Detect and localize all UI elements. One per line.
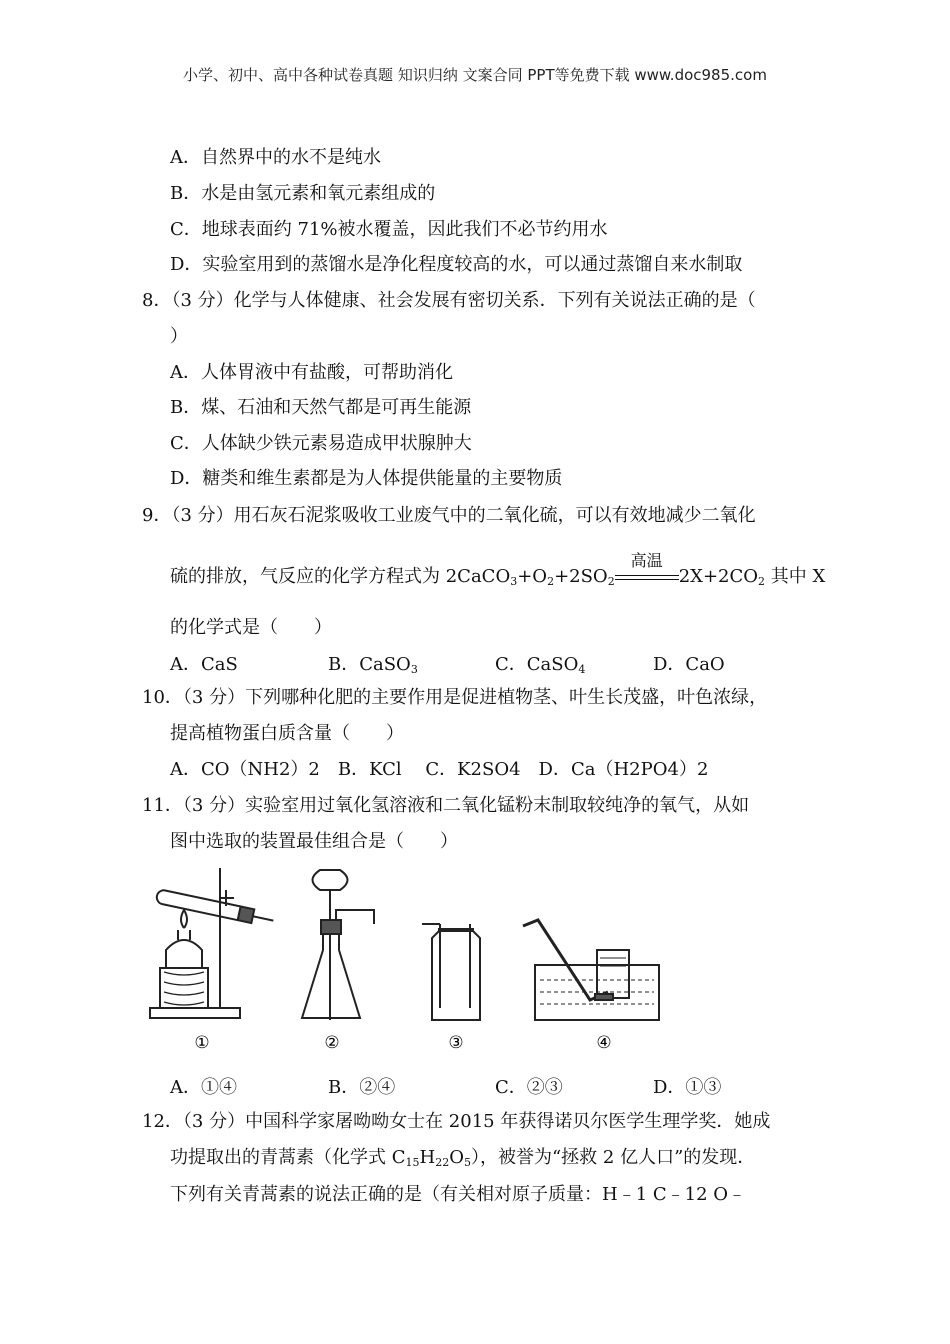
q9-stem-3: 的化学式是（ ）	[170, 617, 332, 638]
q9-equation-pre: 硫的排放，气反应的化学方程式为 2CaCO	[170, 566, 511, 587]
q11-option-a: A．①④	[170, 1077, 237, 1098]
q8-stem: 8．（3 分）化学与人体健康、社会发展有密切关系．下列有关说法正确的是（	[142, 290, 756, 311]
reaction-arrow	[615, 551, 679, 589]
label-2: ②	[324, 1033, 340, 1053]
q8-option-d: D．糖类和维生素都是为人体提供能量的主要物质	[170, 468, 563, 489]
q8-stem-cont: ）	[170, 326, 188, 347]
q7-option-d: D．实验室用到的蒸馏水是净化程度较高的水，可以通过蒸馏自来水制取	[170, 254, 743, 275]
q11-option-d: D．①③	[653, 1077, 722, 1098]
q9-equation-tail: 其中 X	[770, 566, 826, 587]
q8-option-c: C．人体缺少铁元素易造成甲状腺肿大	[170, 433, 472, 454]
q9-option-b: B．CaSO$_3$	[328, 654, 418, 676]
label-1: ①	[194, 1033, 210, 1053]
q9-option-a: A．CaS	[170, 654, 238, 675]
q7-option-b: B．水是由氢元素和氧元素组成的	[170, 183, 436, 204]
q8-option-a: A．人体胃液中有盐酸，可帮助消化	[170, 362, 453, 383]
apparatus-3-bottle	[422, 924, 480, 1020]
q11-option-c: C．②③	[495, 1077, 563, 1098]
lab-apparatus-figure	[140, 860, 780, 1055]
q11-option-b: B．②④	[328, 1077, 396, 1098]
q9-option-c: C．CaSO$_4$	[495, 654, 586, 676]
page-header: 小学、初中、高中各种试卷真题 知识归纳 文案合同 PPT等免费下载 www.doc985.com	[183, 66, 767, 84]
q10-stem-2: 提高植物蛋白质含量（ ）	[170, 723, 404, 744]
q9-equation-post: 2X+2CO	[678, 566, 759, 587]
q11-stem: 11．（3 分）实验室用过氧化氢溶液和二氧化锰粉末制取较纯净的氧气，从如	[142, 795, 750, 816]
q9-equation-line: 硫的排放，气反应的化学方程式为 $2CaCO_3+O_2+2SO_2$ 高温 $2X+2CO_2$ 其中 X	[170, 551, 826, 588]
apparatus-1-heating	[150, 868, 275, 1018]
q12-stem: 12．（3 分）中国科学家屠呦呦女士在 2015 年获得诺贝尔医学生理学奖．她成	[142, 1111, 771, 1132]
apparatus-4-trough	[523, 920, 659, 1020]
q9-stem: 9．（3 分）用石灰石泥浆吸收工业废气中的二氧化硫，可以有效地减少二氧化	[142, 505, 756, 526]
apparatus-2-flask	[302, 870, 374, 1020]
q10-options: A．CO（NH2）2 B．KCl C．K2SO4 D．Ca（H2PO4）2	[170, 759, 709, 780]
label-3: ③	[448, 1033, 464, 1053]
q7-option-c: C．地球表面约 71%被水覆盖，因此我们不必节约用水	[170, 219, 608, 240]
q12-stem-2: 功提取出的青蒿素（化学式 $C_{15}H_{22}O_5$），被誉为“拯救 2 亿人口”的发现．	[170, 1147, 756, 1169]
q10-stem: 10．（3 分）下列哪种化肥的主要作用是促进植物茎、叶生长茂盛，叶色浓绿，	[142, 687, 768, 708]
reaction-condition: 高温	[630, 551, 663, 570]
label-4: ④	[596, 1033, 612, 1053]
q7-option-a: A．自然界中的水不是纯水	[170, 147, 381, 168]
q8-option-b: B．煤、石油和天然气都是可再生能源	[170, 397, 472, 418]
q12-stem-3: 下列有关青蒿素的说法正确的是（有关相对原子质量：H﹣1 C﹣12 O﹣	[170, 1184, 747, 1205]
q11-stem-2: 图中选取的装置最佳组合是（ ）	[170, 831, 458, 852]
q9-option-d: D．CaO	[653, 654, 725, 675]
